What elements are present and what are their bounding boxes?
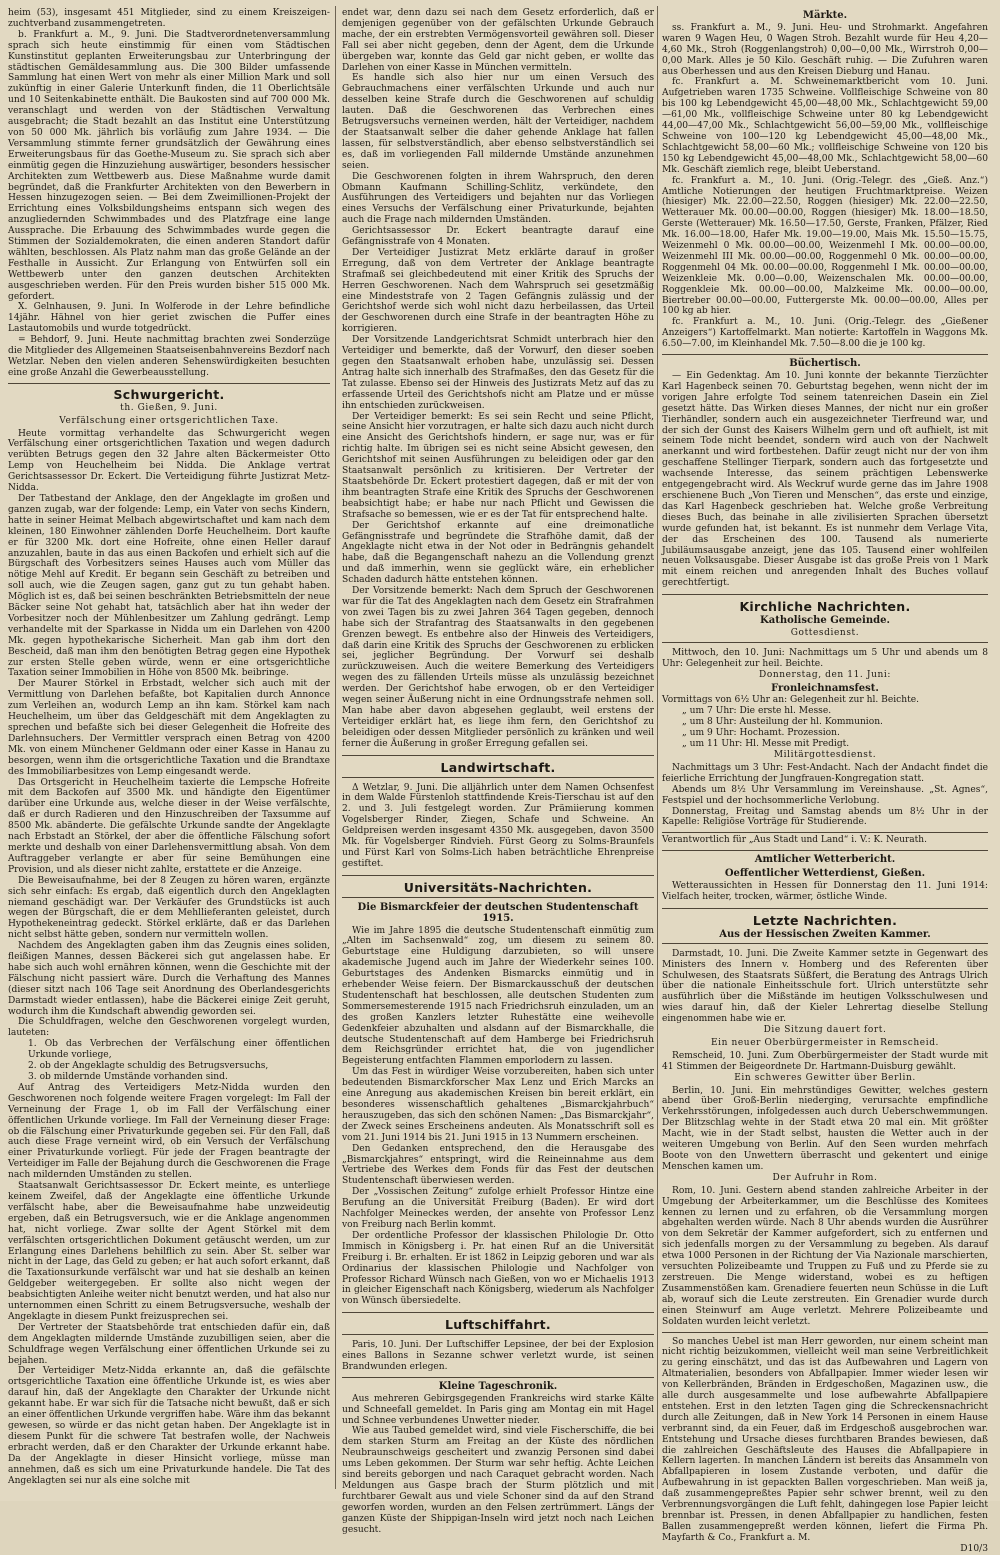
- article-paragraph: So manches Uebel ist man Herr geworden, nur einem scheint man nicht richtig beizukommen, vielleicht weil man seine Verbreitlichkeit zu gering einschätzt, und das ist das Aufbewahren und Lagern von Altmaterialien, besonders von Abfallpapier. Immer wieder lesen wir von Kellerbränden, Bränden in Erdgeschoßen, Magazinen usw., die alle durch ausgesammelte und lose aufbewahrte Abfallpapiere entstehen. Erst in den letzten Tagen ging die Schreckensnachricht durch alle Zeitungen, daß in New York 14 Personen in einem Hause verbrannt sind, da ein Feuer, daß im Erdgeschoß ausgebrochen war. Entstehung und Ursache dieses furchtbaren Brandes bewiesen, daß die zahlreichen Geschäftsleute des Hauses die Abfallpapiere in Kellern lagerten. In manchen Ländern ist bereits das Ansammeln von Abfallpapieren in losem Zustande verboten, und dafür die Aufbewahrung in ist gepackten Ballen vorgeschrieben. Man weiß ja, daß zusammengepreßtes Papier sehr schwer brennt, weil zu den Verbrennungsvorgängen die Luft fehlt, dahingegen lose Papier leicht brennbar ist. Pressen, in denen Abfallpapier zu handlichen, festen Ballen zusammengepreßt werden können, liefert die Firma Ph. Mayfarth & Co., Frankfurt a. M.: [662, 1336, 988, 1543]
- article-paragraph: — Ein Gedenktag. Am 10. Juni konnte der bekannte Tierzüchter Karl Hagenbeck seinen 70. Geburtstag begehen, wenn nicht der im vorigen Jahre erfolgte Tod seinem tatenreichen Dasein ein Ziel gesetzt hätte. Das Wirken dieses Mannes, der nicht nur ein großer Tierhändler, sondern auch ein ausgezeichneter Tierfreund war, und der sich der Gunst des Kaisers Wilhelm gern und oft aufhielt, ist mit seinem Tode nicht beendet, sondern wird auch von der Nachwelt anerkannt und wird fortbestehen. Dafür zeugt nicht nur der von ihm geschaffene Stellinger Tierpark, sondern auch das fortgesetzte und wachsende Interesse, das seinem prächtigen Lebenswerke entgegengebracht wird. Als Weckruf wurde gerne das im Jahre 1908 erschienene Buch „Von Tieren und Menschen“, das erste und einzige, das Karl Hagenbeck geschrieben hat. Welche große Verbreitung dieses Buch, das beinahe in alle zivilisierten Sprachen übersetzt wurde gefunden hat, ist bekannt. Es ist nunmehr dem Verlage Vita, der das Erscheinen des 100. Tausend als numerierte Jubiläumsausgabe anzeigt, jene das 105. Tausend einer wohlfeilen neuen Volksausgabe. Dieser Ausgabe ist das große Preis von 1 Mark mit einem reichen und anregenden Inhalt des Buches vollauf gerechtfertigt.: [662, 371, 988, 589]
- editor-credit: Verantwortlich für „Aus Stadt und Land“ i. V.: K. Neurath.: [662, 832, 988, 846]
- article-paragraph: Der Vorsitzende bemerkt: Nach dem Spruch der Geschworenen war für die Tat des Angeklagten nach dem Gesetz ein Strafrahmen von zwei Tagen bis zu zwei Jahren 364 Tagen gegeben, dennoch habe sich der Strafantrag des Staatsanwalts in den gegebenen Grenzen bewegt. Es entbehre also der Hinweis des Verteidigers, daß darin eine Kritik des Spruchs der Geschworenen zu erblicken sei, jeglicher Begründung. Der Vorwurf sei deshalb zurückzuweisen. Auch die weitere Bemerkung des Verteidigers wegen des zu fällenden Urteils müsse als unzulässig bezeichnet werden. Der Gerichtshof habe erwogen, ob er den Verteidiger wegen seiner Äußerung nicht in eine Ordnungsstrafe nehmen soll. Man habe aber davon abgesehen geglaubt, weil erstens der Verteidiger erklärt hat, es liege ihm fern, den Gerichtshof zu beleidigen oder dessen Mitglieder persönlich zu kränken und weil ferner die Äußerung in großer Erregung gefallen sei.: [342, 586, 654, 749]
- article-paragraph: Der Verteidiger Justizrat Metz erklärte darauf in großer Erregung, daß von dem Vertreter der Anklage beantragte Strafmaß sei gleichbedeutend mit einer Kritik des Spruchs der Herren Geschworenen. Nach dem Wahrspruch sei gesetzmäßig eine Mindeststrafe von 2 Tagen Gefängnis zulässig und der Gerichtshof werde sich wohl nicht dazu herbeilassen, das Urteil der Geschworenen durch eine Strafe in der beantragten Höhe zu korrigieren.: [342, 247, 654, 335]
- section-heading: Universitäts-Nachrichten.: [403, 879, 593, 895]
- article-paragraph: fc. Frankfurt a. M. Schweinemarktbericht vom 10. Juni. Aufgetrieben waren 1735 Schweine. Vollfleischige Schweine von 80 bis 100 kg Lebendgewicht 45,00—48,00 Mk., Schlachtgewicht 59,00—61,00 Mk., vollfleischige Schweine unter 80 kg Lebendgewicht 44,00—47,00 Mk., Schlachtgewicht 56,00—59,00 Mk., vollfleischige Schweine von 100—120 kg Lebendgewicht 45,00—48,00 Mk., Schlachtgewicht 58,00—60 Mk.; vollfleischige Schweine von 120 bis 150 kg Lebendgewicht 45,00—48,00 Mk., Schlachtgewicht 58,00—60 Mk. Geschäft ziemlich rege, bleibt Ueberstand.: [662, 77, 988, 175]
- article-paragraph: Der Tatbestand der Anklage, den der Angeklagte im großen und ganzen zugab, war der folgende: Lemp, ein Vater von sechs Kindern, hatte in seiner Heimat Melbach abgewirtschaftet und kam nach dem kleinen, 180 Einwohner zählenden Dorfe Heuchelheim. Dort kaufte er für 3200 Mk. dort eine Hofreite, ohne einen Heller darauf anzuzahlen, baute in das aus einen Backofen und erhielt sich auf die Bürgschaft des Vorbesitzers seines Hauses auch vom Müller das nötige Mehl auf Kredit. Er begann sein Geschäft zu betreiben und soll auch, wie die Zeugen sagen, ganz gut zu tun gehabt haben. Möglich ist es, daß bei seinen beschränkten Betriebsmitteln der neue Bäcker seine Not gehabt hat, tatsächlich aber hat ihn weder der Vorbesitzer noch der Mühlenbesitzer um Zahlung gedrängt. Lemp verhandelte mit der Sparkasse in Nidda um ein Darlehen von 4200 Mk. gegen hypothekarische Sicherheit. Man gab ihm dort den Bescheid, daß man ihm den benötigten Betrag gegen eine Hypothek zur ersten Stelle geben würde, wenn er eine ortsgerichtliche Taxation seiner Immobilien in Höhe von 8500 Mk. beibringe.: [8, 493, 330, 679]
- schedule-item: „ um 9 Uhr: Hochamt. Prozession.: [682, 728, 840, 739]
- article-paragraph: Nachmittags um 3 Uhr: Fest-Andacht. Nach der Andacht findet die feierliche Errichtung der Jungfrauen-Kongregation statt.: [662, 762, 988, 784]
- article-paragraph: Paris, 10. Juni. Der Luftschiffer Lepsinee, der bei der Explosion eines Ballons in Sezanne schwer verletzt wurde, ist seinen Brandwunden erlegen.: [342, 1340, 654, 1372]
- article-paragraph: Es handle sich also hier nur um einen Versuch des Gebrauchmachens einer verfälschten Urkunde und auch nur desselben keine Strafe durch die Geschworenen auf schuldig lauten. Daß die Geschworenen das Verbrechen eines Betrugsversuchs verneinen werden, hält der Verteidiger, nachdem der Staatsanwalt selber die daher gehende Anklage hat fallen lassen, für selbstverständlich, aber ebenso selbstverständlich sei es, daß im vorliegenden Fall mildernde Umstände anzunehmen seien.: [342, 73, 654, 171]
- section-heading-box: [342, 755, 654, 778]
- schedule-item: Vormittags von 6½ Uhr an: Gelegenheit zur hl. Beichte.: [662, 695, 920, 706]
- article-headline: Die Bismarckfeier der deutschen Studentenschaft 1915.: [357, 901, 639, 924]
- section-heading: Amtlicher Wetterbericht.: [754, 854, 896, 866]
- schedule-item: „ um 11 Uhr: Hl. Messe mit Predigt.: [682, 739, 850, 750]
- article-paragraph: Wetteraussichten in Hessen für Donnerstag den 11. Juni 1914: Vielfach heiter, trocken, wärmer, östliche Winde.: [662, 881, 988, 902]
- section-heading: Schwurgericht.: [113, 386, 225, 402]
- article-paragraph: = Behdorf, 9. Juni. Heute nachmittag brachten zwei Sonderzüge die Mitglieder des Allgemeinen Staatseisenbahnvereins Bezdorf nach Wetzlar. Neben den vielen anderen Sehenswürdigkeiten besuchten eine große Anzahl die Gewerbeausstellung.: [8, 335, 330, 378]
- article-paragraph: Das Ortsgericht in Heuchelheim taxierte die Lempsche Hofreite mit dem Backofen auf 3500 Mk. und händigte den Eigentümer darüber eine Urkunde aus, welche dieser in der Weise verfälschte, daß er durch Radieren und den Hinzuschreiben der Taxsumme auf 8500 Mk. abänderte. Die gefälschte Urkunde sandte der Angeklagte nach Erbstadt an Störkel, der aber die öffentliche Fälschung sofort merkte und deshalb von einer Darlehensvermittlung absah. Von dem Auftraggeber verlangte er aber für seine Bemühungen eine Provision, und als dieser nicht zahlte, erstattete er die Anzeige.: [8, 777, 330, 875]
- article-paragraph: Wie im Jahre 1895 die deutsche Studentenschaft einmütig zum „Alten im Sachsenwald“ zog, um diesem zu seinem 80. Geburtstage eine Huldigung darzubieten, so will unsere akademische Jugend auch im Jahre der Wiederkehr seines 100. Geburtstages des Andenken Bismarcks einmütig und in erhebender Weise feiern. Der Bismarckausschuß der deutschen Studentenschaft hat beschlossen, alle deutschen Studenten zum Sommersemesterende 1915 nach Friedrichsruh einzuladen, um an des großen Kanzlers letzter Ruhestätte eine weihevolle Gedenkfeier abzuhalten und alsdann auf der Bismarckhalle, die deutsche Studentenschaft auf dem Hamberge bei Friedrichsruh dem Reichsgründer errichtet hat, die von jugendlicher Begeisterung entfachten Flammen emporlodern zu lassen.: [342, 925, 654, 1067]
- section-heading-box: [662, 908, 988, 944]
- section-heading: Büchertisch.: [789, 358, 861, 370]
- article-paragraph: Die Geschworenen folgten in ihrem Wahrspruch, den deren Obmann Kaufmann Schilling-Schlitz, verkündete, den Ausführungen des Verteidigers und bejahten nur das Vorliegen eines Versuchs der Verfälschung einer Privaturkunde, bejahten auch die Frage nach mildernden Umständen.: [342, 171, 654, 226]
- section-label: Militärgottesdienst.: [773, 750, 877, 760]
- column-middle: [342, 8, 654, 1535]
- section-label: Gottesdienst.: [790, 627, 860, 638]
- section-heading-box: [342, 875, 654, 898]
- section-divider: [342, 1377, 654, 1378]
- article-note: Die Sitzung dauert fort.: [763, 1025, 887, 1036]
- section-heading-box: [342, 1312, 654, 1335]
- article-paragraph: ss. Frankfurt a. M., 9. Juni. Heu- und Strohmarkt. Angefahren waren 9 Wagen Heu, 0 Wagen Stroh. Bezahlt wurde für Heu 4,20—4,60 Mk., Stroh (Roggenlangstroh) 0,00—0,00 Mk., Wirrstroh 0,00—0,00 Mark. Alles je 50 Kilo. Geschäft ruhig. — Die Zufuhren waren aus Oberhessen und aus den Kreisen Dieburg und Hanau.: [662, 22, 988, 77]
- article-headline: Der Aufruhr in Rom.: [772, 1172, 878, 1183]
- article-paragraph: Δ Wetzlar, 9. Juni. Die alljährlich unter dem Namen Ochsenfest in dem Walde Fürstenloh stattfindende Kreis-Tierschau ist auf den 2. und 3. Juli festgelegt worden. Zur Prämiierung kommen Vogelsberger Rinder, Ziegen, Schafe und Schweine. An Geldpreisen werden insgesamt 4350 Mk. ausgegeben, davon 3500 Mk. für Vogelsberger Rindvieh. Fürst Georg zu Solms-Braunfels und Fürst Karl von Solms-Lich haben beträchtliche Ehrenpreise gestiftet.: [342, 782, 654, 869]
- feast-title: Fronleichnamsfest.: [771, 682, 879, 694]
- article-paragraph: Rom, 10. Juni. Gestern abend standen zahlreiche Arbeiter in der Umgebung der Arbeiterkammer, um die Beschlüsse des Komitees kennen zu lernen und zu erfahren, ob die Versammlung morgen abgehalten werden würde. Nach 8 Uhr abends wurden die Ausrührer von dem Sekretär der Kammer aufgefordert, sich zu entfernen und sich jedenfalls morgen zu der Versammlung zu begeben. Als darauf etwa 1000 Personen in der Richtung der Via Nazionale marschierten, versuchten Polizeibeamte und Truppen zu Fuß und zu Pferde sie zu zerstreuen. Die Menge widerstand, wobei es zu heftigen Zusammenstößen kam. Grenadiere feuerten neun Schüsse in die Luft ab, worauf sich die Leute zerstreuten. Ein Grenadier wurde durch einen Steinwurf am Auge verletzt. Mehrere Polizeibeamte und Soldaten wurden leicht verletzt.: [662, 1185, 988, 1327]
- article-paragraph: heim (53), insgesamt 451 Mitglieder, sind zu einem Kreiszeigen-zuchtverband zusammengetreten.: [8, 8, 330, 29]
- article-paragraph: fc. Frankfurt a. M., 10. Juni. (Orig.-Telegr. des „Gießener Anzeigers“) Kartoffelmarkt. Man notierte: Kartoffeln in Waggons Mk. 6.50—7.00, im Kleinhandel Mk. 7.50—8.00 die je 100 kg.: [662, 317, 988, 350]
- section-divider: [8, 383, 330, 384]
- article-paragraph: Der Verteidiger Metz-Nidda erkannte an, daß die gefälschte ortsgerichtliche Taxation eine öffentliche Urkunde ist, es wies aber darauf hin, daß der Angeklagte den Charakter der Urkunde nicht gekannt habe. Er war sich für die Tatsache nicht bewußt, daß er sich an einer öffentlichen Urkunde vergriffen habe. Wäre ihm das bekannt gewesen, so würde er das nicht getan haben. Der Angeklagte ist in diesem Punkt für die schwere Tat bestrafen wolle, der Nachweis erbracht werden, daß er den Charakter der Urkunde erkannt habe. Da der Angeklagte in dieser Hinsicht vorliege, müsse man annehmen, daß es sich um eine Privaturkunde handele. Die Tat des Angeklagten sei nur als eine solche mit: [8, 1366, 330, 1486]
- article-paragraph: Berlin, 10. Juni. Ein mehrstündiges Gewitter, welches gestern abend über Groß-Berlin niederging, verursachte empfindliche Verkehrsstörungen, infolgedessen auch durch Ueberschwemmungen. Der Blitzschlag wehte in der Stadt etwa 20 mal ein. Mit größter Macht, wie in der Stadt selbst, hausten die Wetter auch in der weiteren Umgebung von Berlin. Auf den Seen wurden mehrfach Boote von den Unwettern überrascht und gekentert und einige Menschen kamen um.: [662, 1085, 988, 1172]
- article-paragraph: Auf Antrag des Verteidigers Metz-Nidda wurden den Geschworenen noch folgende weitere Fragen vorgelegt: Im Fall der Verneinung der Frage 1, ob im Fall der Verfälschung einer öffentlichen Urkunde vorliege. Im Fall der Verneinung dieser Frage: ob die Fälschung einer Privaturkunde gegeben sei. Für den Fall, daß auch diese Frage verneint wird, ob ein Versuch der Verfälschung einer Privaturkunde vorliegt. Für jede der Fragen beantragte der Verteidiger im Falle der Bejahung durch die Geschworenen die Frage nach mildernden Umständen zu stellen.: [8, 1082, 330, 1181]
- article-paragraph: b. Frankfurt a. M., 9. Juni. Die Stadtverordnetenversammlung sprach sich heute einstimmig für einen vom Städtischen Kunstinstitut geplanten Erweiterungsbau zur Unterbringung der städtischen Gemäldesammlung aus. Die 300 Bilder umfassende Sammlung hat einen Wert von mehr als einer Million Mark und soll zukünftig in einer Galerie Unterkunft finden, die 11 Oberlichtsäle und 10 Seitenkabinette enthält. Die Baukosten sind auf 700 000 Mk. veranschlagt und werden von der Städtischen Verwaltung ausgebracht; die Stadt bezahlt an das Institut eine Unterstützung von 50 000 Mk. jährlich bis vorläufig zum Jahre 1934. — Die Versammlung stimmte ferner grundsätzlich der Gewährung eines Erweiterungsbaus für das Goethe-Museum zu. Sie sprach sich aber einmütig gegen die Hinzuziehung auswärtiger, besonders hessischer Architekten zum Wettbewerb aus. Diese Maßnahme wurde damit begründet, daß die Frankfurter Architekten von den Bewerbern in Hessen hinzugezogen seien. — Bei dem Zweimillionen-Projekt der Errichtung eines Volksbildungsheims entspann sich wegen des anzugliedernden Schwimmbades und des Platzfrage eine lange Aussprache. Die Erbauung des Schwimmbades wurde gegen die Stimmen der Sozialdemokraten, die einen anderen Standort dafür wählten, beschlossen. Als Platz nahm man das große Gelände an der Festhalle in Aussicht. Zur Erlangung von Entwürfen soll ein Wettbewerb unter den ganzen deutschen Architekten ausgeschrieben werden. Für den Preis wurden bisher 515 000 Mk. gefordert.: [8, 29, 330, 302]
- article-paragraph: Staatsanwalt Gerichtsassessor Dr. Eckert meinte, es unterliege keinem Zweifel, daß der Angeklagte eine öffentliche Urkunde verfälscht habe, aber die Beweisaufnahme habe unzweideutig ergeben, daß ein Betrugsversuch, wie er die Anklage angenommen hat, nicht vorliege. Zwar sollte der Agent Störkel mit dem verfälschten ortsgerichtlichen Dokument getäuscht werden, um zur Erlangung eines Darlehens behilflich zu sein. Aber St. selber war nicht in der Lage, das Geld zu geben; er hat auch sofort erkannt, daß die Taxationsurkunde verfälscht war und hat sie deshalb an keinen Geldgeber weitergegeben. Er sollte also nicht wegen der beabsichtigten Anleihe weiter nicht benutzt werden, und hat also nur unternommen einen Schritt zu einem Betrugsversuche, weshalb der Angeklagte in diesem Punkt freizusprechen sei.: [8, 1181, 330, 1322]
- article-paragraph: endet war, denn dazu sei nach dem Gesetz erforderlich, daß er demjenigen gegenüber von der gefälschten Urkunde Gebrauch mache, der ein erstrebten Vermögensvorteil gewähren soll. Dieser Fall sei aber nicht gegeben, denn der Agent, dem die Urkunde übergeben war, konnte das Geld gar nicht geben, er wollte das Darlehen von einer Kasse in München vermitteln.: [342, 8, 654, 73]
- article-headline: Ein neuer Oberbürgermeister in Remscheid.: [710, 1037, 940, 1048]
- section-heading: Landwirtschaft.: [440, 759, 556, 775]
- article-paragraph: Die Beweisaufnahme, bei der 8 Zeugen zu hören waren, ergänzte sich sehr einfach: Es ergab, daß eigentlich durch den Angeklagten niemand geschädigt war. Der Verkäufer des Grundstücks ist auch wegen der Bürgschaft, die er dem Mehllieferanten geleistet, durch Hypothekeneintrag gedeckt. Störkel erklärte, daß er das Darlehen nicht selbst hätte geben, sondern nur vermitteln wollen.: [8, 875, 330, 941]
- article-headline: Ein schweres Gewitter über Berlin.: [734, 1072, 916, 1083]
- article-paragraph: Der Vorsitzende Landgerichtsrat Schmidt unterbrach hier den Verteidiger und bemerkte, daß der Vorwurf, den dieser soeben gegen den Staatsanwalt erhoben habe, unzulässig sei. Dessen Antrag halte sich innerhalb des Strafmaßes, den das Gesetz für die Tat zulasse. Ebenso sei der Hinweis des Justizrats Metz auf das zu erfassende Urteil des Gerichtshofs nicht am Platze und er müsse ihn entschieden zurückweisen.: [342, 335, 654, 411]
- schedule-item: „ um 7 Uhr: Die erste hl. Messe.: [682, 706, 832, 717]
- dateline: th. Gießen, 9. Juni.: [120, 402, 218, 413]
- article-paragraph: Um das Fest in würdiger Weise vorzubereiten, haben sich unter bedeutenden Bismarckforscher Max Lenz und Erich Marcks an eine Anregung aus akademischen Kreisen bin bereit erklärt, ein besonderes wissenschaftlich gehaltenes „Bismarckjahrbuch“ herauszugeben, das sich den schönen Namen: „Das Bismarckjahr“, der Zweck seines Erscheinens andeuten. Als Monatsschrift soll es vom 21. Juni 1914 bis 21. Juni 1915 in 13 Nummern erscheinen.: [342, 1067, 654, 1143]
- article-paragraph: Die Schuldfragen, welche den Geschworenen vorgelegt wurden, lauteten:: [8, 1017, 330, 1039]
- article-paragraph: Gerichtsassessor Dr. Eckert beantragte darauf eine Gefängnisstrafe von 4 Monaten.: [342, 226, 654, 248]
- article-paragraph: Abends um 8½ Uhr Versammlung im Vereinshause. „St. Agnes“, Festspiel und der hochsommerliche Verlobung.: [662, 784, 988, 806]
- list-item: 2. ob der Angeklagte schuldig des Betrugsversuchs,: [28, 1061, 269, 1072]
- article-paragraph: Der „Vossischen Zeitung“ zufolge erhielt Professor Hintze eine Berufung an die Universität Freiburg (Baden). Er wird dort Nachfolger Meineckes werden, der ansehte von Professor Lenz von Freiburg nach Berlin kommt.: [342, 1187, 654, 1230]
- article-paragraph: fc. Frankfurt a. M., 10. Juni. (Orig.-Telegr. des „Gieß. Anz.“) Amtliche Notierungen der heutigen Fruchtmarktpreise. Weizen (hiesiger) Mk. 22.00—22.50, Roggen (hiesiger) Mk. 22.00—22.50, Wetterauer Mk. 00.00—00.00, Roggen (hiesiger) Mk. 18.00—18.50, Gerste (Wetterauer) Mk. 16.50—17.50, Gerste, Franken, Pfälzer, Ried Mk. 16.00—18.00, Hafer Mk. 19.00—19.00, Mais Mk. 15.50—15.75, Weizenmehl 0 Mk. 00.00—00.00, Weizenmehl I Mk. 00.00—00.00, Weizenmehl III Mk. 00.00—00.00, Roggenmehl 0 Mk. 00.00—00.00, Roggenmehl 04 Mk. 00.00—00.00, Roggenmehl I Mk. 00.00—00.00, Weizenkleie Mk. 0.00—0.00, Weizenschalen Mk. 00.00—00.00, Roggenkleie Mk. 00.00—00.00, Malzkeime Mk. 00.00—00.00, Biertreber 00.00—00.00, Futtergerste Mk. 00.00—00.00, Alles per 100 kg ab hier.: [662, 175, 988, 317]
- section-heading: Märkte.: [802, 10, 848, 21]
- article-paragraph: Mittwoch, den 10. Juni: Nachmittags um 5 Uhr und abends um 8 Uhr: Gelegenheit zur heil. Beichte.: [662, 647, 988, 669]
- section-heading: Kirchliche Nachrichten.: [739, 599, 911, 615]
- article-paragraph: Donnerstag, Freitag und Samstag abends um 8½ Uhr in der Kapelle: Religiöse Vorträge für Studierende.: [662, 806, 988, 828]
- article-paragraph: Der Verteidiger bemerkt: Es sei sein Recht und seine Pflicht, seine Ansicht hier vorzutragen, er halte sich dazu auch nicht durch eine Ansicht des Gerichtshofs hindern, er sage nur, was er für richtig halte. Im übrigen sei es nicht seine Absicht gewesen, den Gerichtshof mit seinen Ausführungen zu beleidigen oder gar den Staatsanwalt persönlich zu kritisieren. Der Vertreter der Staatsbehörde Dr. Eckert protestiert dagegen, daß er mit der von ihm beantragten Strafe eine Kritik des Spruchs der Geschworenen beabsichtigt habe; er habe nur nach Pflicht und Gewissen die Strafsache so bemessen, wie er es der Tat für entsprechend halte.: [342, 411, 654, 520]
- section-divider: [662, 850, 988, 851]
- section-heading: Luftschiffahrt.: [445, 1317, 551, 1333]
- column-left: [8, 8, 330, 1487]
- column-right: [662, 8, 988, 1554]
- print-mark: D10/3: [960, 1543, 988, 1554]
- date-line: Donnerstag, den 11. Juni:: [759, 669, 891, 680]
- article-paragraph: Nachdem des Angeklagten gaben ihm das Zeugnis eines soliden, fleißigen Mannes, dessen Bäckerei sich gut angelassen habe. Er habe sich auch wohl ernähren können, wenn die Geschichte mit der Fälschung nicht passiert wäre. Durch die Verhaftung des Mannes (dieser sitzt nach 106 Tage seit Anordnung des Oberlandesgerichts Darmstadt wieder entlassen), habe die Bäckerei einige Zeit geruht, wodurch ihm die Kundschaft abwendig geworden sei.: [8, 941, 330, 1017]
- article-paragraph: Aus mehreren Gebirgsgegenden Frankreichs wird starke Kälte und Schneefall gemeldet. In Paris ging am Montag ein mit Hagel und Schnee verbundenes Unwetter nieder.: [342, 1393, 654, 1426]
- list-item: 3. ob mildernde Umstände vorhanden sind.: [28, 1072, 228, 1082]
- column-rule: [335, 6, 336, 1489]
- section-divider: [662, 1332, 988, 1333]
- section-heading: Letzte Nachrichten.: [752, 912, 898, 928]
- section-subheading: Aus der Hessischen Zweiten Kammer.: [719, 928, 931, 940]
- article-paragraph: Heute vormittag verhandelte das Schwurgericht wegen Verfälschung einer ortsgerichtlichen Taxation und wegen dadurch verübten Betrugs gegen den 32 Jahre alten Bäckermeister Otto Lemp von Heuchelheim bei Nidda. Die Anklage vertrat Gerichtsassessor Dr. Eckert. Die Verteidigung führte Justizrat Metz-Nidda.: [8, 428, 330, 494]
- article-paragraph: Der Vertreter der Staatsbehörde trat entschieden dafür ein, daß dem Angeklagten mildernde Umstände zuzubilligen seien, aber die Schuldfrage wegen Verfälschung einer öffentlichen Urkunde sei zu bejahen.: [8, 1322, 330, 1366]
- article-paragraph: Der Gerichtshof erkannte auf eine dreimonatliche Gefängnisstrafe und begründete die Strafhöhe damit, daß der Angeklagte nicht etwa in der Not oder in Bedrängnis gehandelt habe, daß die Begangenschaft nahezu an die Vollendung grenzt und daß immerhin, wenn sie geglückt wäre, ein erheblicher Schaden dadurch hätte entstehen können.: [342, 520, 654, 586]
- section-heading: Kleine Tageschronik.: [438, 1380, 558, 1392]
- article-paragraph: X. Gelnhausen, 9. Juni. In Wolferode in der Lehre befindliche 14jähr. Hähnel von hier geriet zwischen die Puffer eines Lastautomobils und wurde totgedrückt.: [8, 302, 330, 335]
- list-item: 1. Ob das Verbrechen der Verfälschung einer öffentlichen Urkunde vorliege,: [28, 1039, 330, 1061]
- section-divider: [662, 354, 988, 355]
- article-paragraph: Der Maurer Störkel in Erbstadt, welcher sich auch mit der Vermittlung von Darlehen befaßte, bot Kapitalien durch Annonce zum Verleihen an, wodurch Lemp an ihn kam. Störkel kam nach Heuchelheim, um über das Geldgeschäft mit dem Angeklagten zu sprechen und befaßte sich bei dieser Gelegenheit die Hofreite des Darlehnsuchers. Der Vermittler versprach einen Betrag von 4200 Mk. von einem Münchener Geldmann oder einer Kasse in Hanau zu besorgen, wenn ihm die ortsgerichtliche Taxation und die Brandtaxe des Immobiliarbesitzes von Lemp eingesandt werde.: [8, 679, 330, 777]
- article-paragraph: Remscheid, 10. Juni. Zum Oberbürgermeister der Stadt wurde mit 41 Stimmen der Beigeordnete Dr. Hartmann-Duisburg gewählt.: [662, 1050, 988, 1072]
- section-subheading: Katholische Gemeinde.: [760, 615, 890, 627]
- article-paragraph: Wie aus Taubed gemeldet wird, sind viele Fischerschiffe, die bei dem starken Sturm am Freitag an der Küste des nördlichen Neubraunschweigs gescheitert und zwanzig Personen sind dabei ums Leben gekommen. Der Sturm war sehr heftig. Achte Leichen sind bereits geborgen und nach Caraquet gebracht worden. Nach Meldungen aus Gaspe brach der Sturm plötzlich und mit furchtbarer Gewalt aus und viele Schoner sind da auf den Strand geworfen worden, wurden an den Felsen zertrümmert. Längs der ganzen Küste der Shippigan-Inseln wird jetzt noch nach Leichen gesucht.: [342, 1426, 654, 1535]
- article-paragraph: Darmstadt, 10. Juni. Die Zweite Kammer setzte in Gegenwart des Ministers des Innern v. Homberg und des Referenten über Schulwesen, des Staatsrats Süßfert, die Beratung des Antrags Ulrich über die nationale Einheitsschule fort. Ulrich unterstützte sehr ausführlich über die Mißstände im heutigen Volksschulwesen und wies darauf hin, daß der Kieler Lehrertag dieselbe Stellung eingenommen habe wie er.: [662, 948, 988, 1025]
- section-subheading: Oeffentlicher Wetterdienst, Gießen.: [724, 868, 926, 880]
- schedule-item: „ um 8 Uhr: Austeilung der hl. Kommunion.: [682, 717, 883, 728]
- article-paragraph: Der ordentliche Professor der klassischen Philologie Dr. Otto Immisch in Königsberg i. Pr. hat einen Ruf an die Universität Freiburg i. Br. erhalten. Er ist 1862 in Leipzig geboren und war als Ordinarius der klassischen Philologie und Nachfolger von Professor Richard Wünsch nach Gießen, von wo er Michaelis 1913 in gleicher Eigenschaft nach Königsberg, wiederum als Nachfolger von Wünsch übersiedelte.: [342, 1230, 654, 1307]
- article-headline: Verfälschung einer ortsgerichtlichen Taxe.: [59, 415, 279, 426]
- article-paragraph: Den Gedanken entsprechend, den die Herausgabe des „Bismarckjahres“ entspringt, wird die Reineinnahme aus dem Vertriebe des Werkes dem Fonds für das Fest der deutschen Studentenschaft überwiesen werden.: [342, 1143, 654, 1187]
- column-rule: [657, 6, 658, 1489]
- section-heading-box: [662, 594, 988, 643]
